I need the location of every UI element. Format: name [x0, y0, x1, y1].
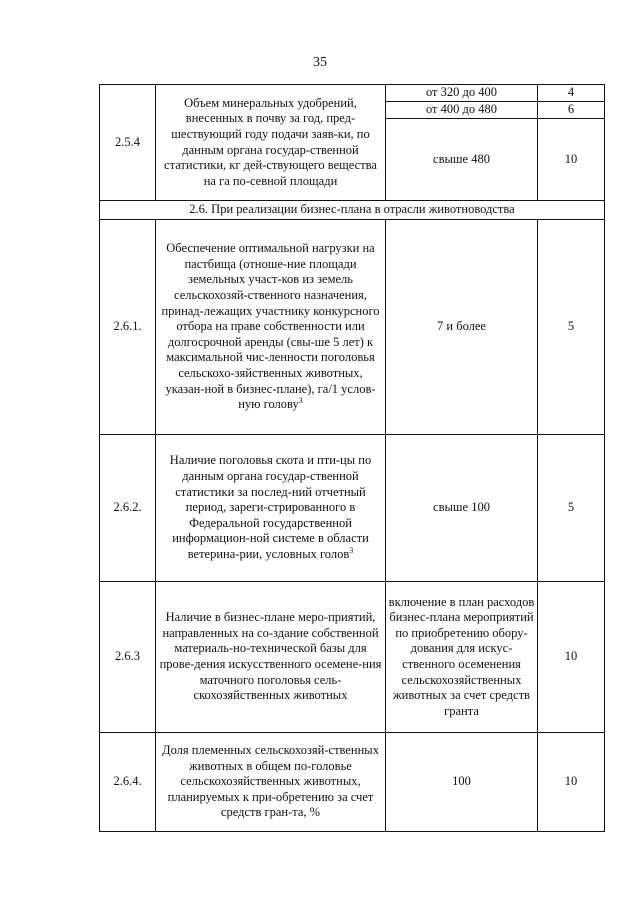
points-cell: 10 [538, 582, 605, 733]
row-description: Обеспечение оптимальной нагрузки на пастбища (отноше-ние площади земельных участ-ков из земель сельскохозяй-ственного назначения, принад-лежащих участнику конкурсного отбора на праве собственности или долгосрочной аренды (свы-ше 5 лет) к максимальной чис-ленности поголовья сельскохо-зяйственных животных, указан-ной в бизнес-плане), га/1 услов-ную голову$^3$ [156, 220, 386, 435]
row-description: Наличие поголовья скота и пти-цы по данным органа государ-ственной статистики за послед-ний отчетный период, зареги-стрированного в Федеральной государственной информацион-ной системе в области ветерина-рии, условных голов$^3$ [156, 435, 386, 582]
section-title: 2.6. При реализации бизнес-плана в отрасли животноводства [100, 201, 605, 220]
criteria-table [99, 84, 605, 832]
table-row [100, 85, 605, 102]
points-cell: 5 [538, 435, 605, 582]
points-cell: 4 [538, 85, 605, 102]
row-description: Доля племенных сельскохозяй-ственных животных в общем по-головье сельскохозяйственных животных, планируемых к при-обретению за счет средств гран-та, % [156, 733, 386, 832]
row-code: 2.6.3 [100, 582, 156, 733]
table-row [100, 733, 605, 832]
points-cell: 10 [538, 733, 605, 832]
table-row [100, 435, 605, 582]
points-cell: 5 [538, 220, 605, 435]
value-cell: 100 [386, 733, 538, 832]
value-cell: от 320 до 400 [386, 85, 538, 102]
row-code: 2.6.2. [100, 435, 156, 582]
row-description: Наличие в бизнес-плане меро-приятий, направленных на со-здание собственной материаль-но-технической базы для прове-дения искусственного осемене-ния маточного поголовья сель-скохозяйственных животных [156, 582, 386, 733]
table-row [100, 582, 605, 733]
value-cell: включение в план расходов бизнес-плана мероприятий по приобретению обору-дования для искус-ственного осеменения сельскохозяйственных животных за счет средств гранта [386, 582, 538, 733]
page-number: 35 [313, 55, 327, 70]
section-row [100, 201, 605, 220]
value-cell: свыше 480 [386, 119, 538, 201]
row-code: 2.5.4 [100, 85, 156, 201]
table-row [100, 220, 605, 435]
footnote-mark: 3 [298, 396, 303, 406]
row-description: Объем минеральных удобрений, внесенных в почву за год, пред-шествующий году подачи заяв-ки, по данным органа государ-ственной статистики, кг дей-ствующего вещества на га по-севной площади [156, 85, 386, 201]
points-cell: 10 [538, 119, 605, 201]
value-cell: свыше 100 [386, 435, 538, 582]
value-cell: 7 и более [386, 220, 538, 435]
row-code: 2.6.1. [100, 220, 156, 435]
points-cell: 6 [538, 102, 605, 119]
value-cell: от 400 до 480 [386, 102, 538, 119]
row-code: 2.6.4. [100, 733, 156, 832]
footnote-mark: 3 [349, 545, 354, 555]
